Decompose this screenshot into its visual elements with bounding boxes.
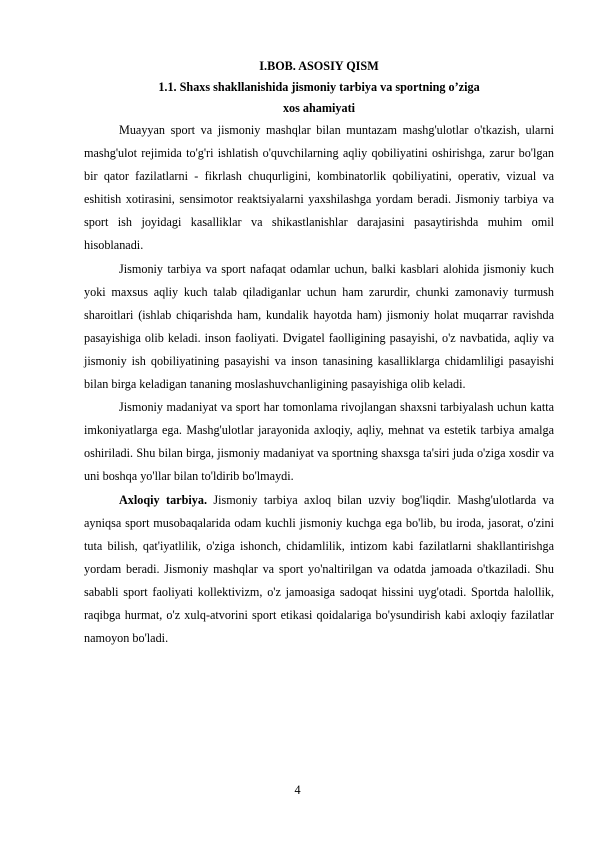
chapter-title: I.BOB. ASOSIY QISM: [259, 59, 379, 73]
section-title-line-1: 1.1. Shaxs shakllanishida jismoniy tarbiya va sportning o’ziga: [158, 80, 480, 94]
paragraph-4-lead: Axloqiy tarbiya.: [119, 492, 207, 507]
paragraph-3-text: Jismoniy madaniyat va sport har tomonlama rivojlangan shaxsni tarbiyalash uchun katta imkoniyatlarga ega. Mashg'ulotlar jarayonida axloqiy, aqliy, mehnat va estetik tarbiya amalga oshiriladi. Shu bilan birga, jismoniy madaniyat va sportning shaxsga ta'siri juda o'ziga xosdir va uni boshqa yo'llar bilan to'ldirib bo'lmaydi.: [84, 400, 554, 484]
page-number: 4: [294, 783, 301, 797]
paragraph-3: [84, 396, 554, 488]
paragraph-4: [84, 489, 554, 651]
paragraph-2: [84, 258, 554, 397]
paragraph-1: [84, 119, 554, 258]
section-title-line-2: xos ahamiyati: [282, 101, 356, 115]
paragraph-4-text: Jismoniy tarbiya axloq bilan uzviy bog'liqdir. Mashg'ulotlarda va ayniqsa sport musobaqalarida odam kuchli jismoniy kuchga ega bo'lib, bu iroda, jasorat, o'zini tuta bilish, qat'iyatlilik, o'ziga ishonch, chidamlilik, intizom kabi fazilatlarni shakllantirishga yordam beradi. Jismoniy mashqlar va sport yo'naltirilgan va odatda jamoada o'tkaziladi. Shu sababli sport faoliyati kollektivizm, o'z jamoasiga sadoqat hissini uyg'otadi. Sportda halollik, raqibga hurmat, o'z xulq-atvorini sport etikasi qoidalariga bo'ysundirish kabi axloqiy fazilatlar namoyon bo'ladi.: [84, 492, 555, 646]
paragraph-1-text: Muayyan sport va jismoniy mashqlar bilan muntazam mashg'ulotlar o'tkazish, ularni mashg'ulot rejimida to'g'ri ishlatish o'quvchilarning aqliy qobiliyatini oshirishga, zarur bo'lgan bir qator fazilatlarni - fikrlash chuqurligini, kombinatorlik qobiliyatini, operativ, vizual va eshitish xotirasini, sensimotor reaktsiyalarni yaxshilashga yordam beradi. Jismoniy tarbiya va sport ish joyidagi kasalliklar va shikastlanishlar darajasini pasaytirishda muhim omil hisoblanadi.: [84, 123, 554, 253]
document-page: [84, 56, 554, 650]
paragraph-2-text: Jismoniy tarbiya va sport nafaqat odamlar uchun, balki kasblari alohida jismoniy kuch yoki maxsus aqliy kuch talab qiladiganlar uchun ham zarurdir, chunki zamonaviy turmush sharoitlari (ishlab chiqarishda ham, kundalik hayotda ham) jismoniy holat muqarrar ravishda pasayishiga olib keladi. inson faoliyati. Dvigatel faolligining pasayishi, o'z navbatida, aqliy va jismoniy ish qobiliyatining pasayishi va inson tanasining kasalliklarga chidamliligi pasayishi bilan birga keladigan tananing moslashuvchanligining pasayishiga olib keladi.: [84, 261, 554, 392]
